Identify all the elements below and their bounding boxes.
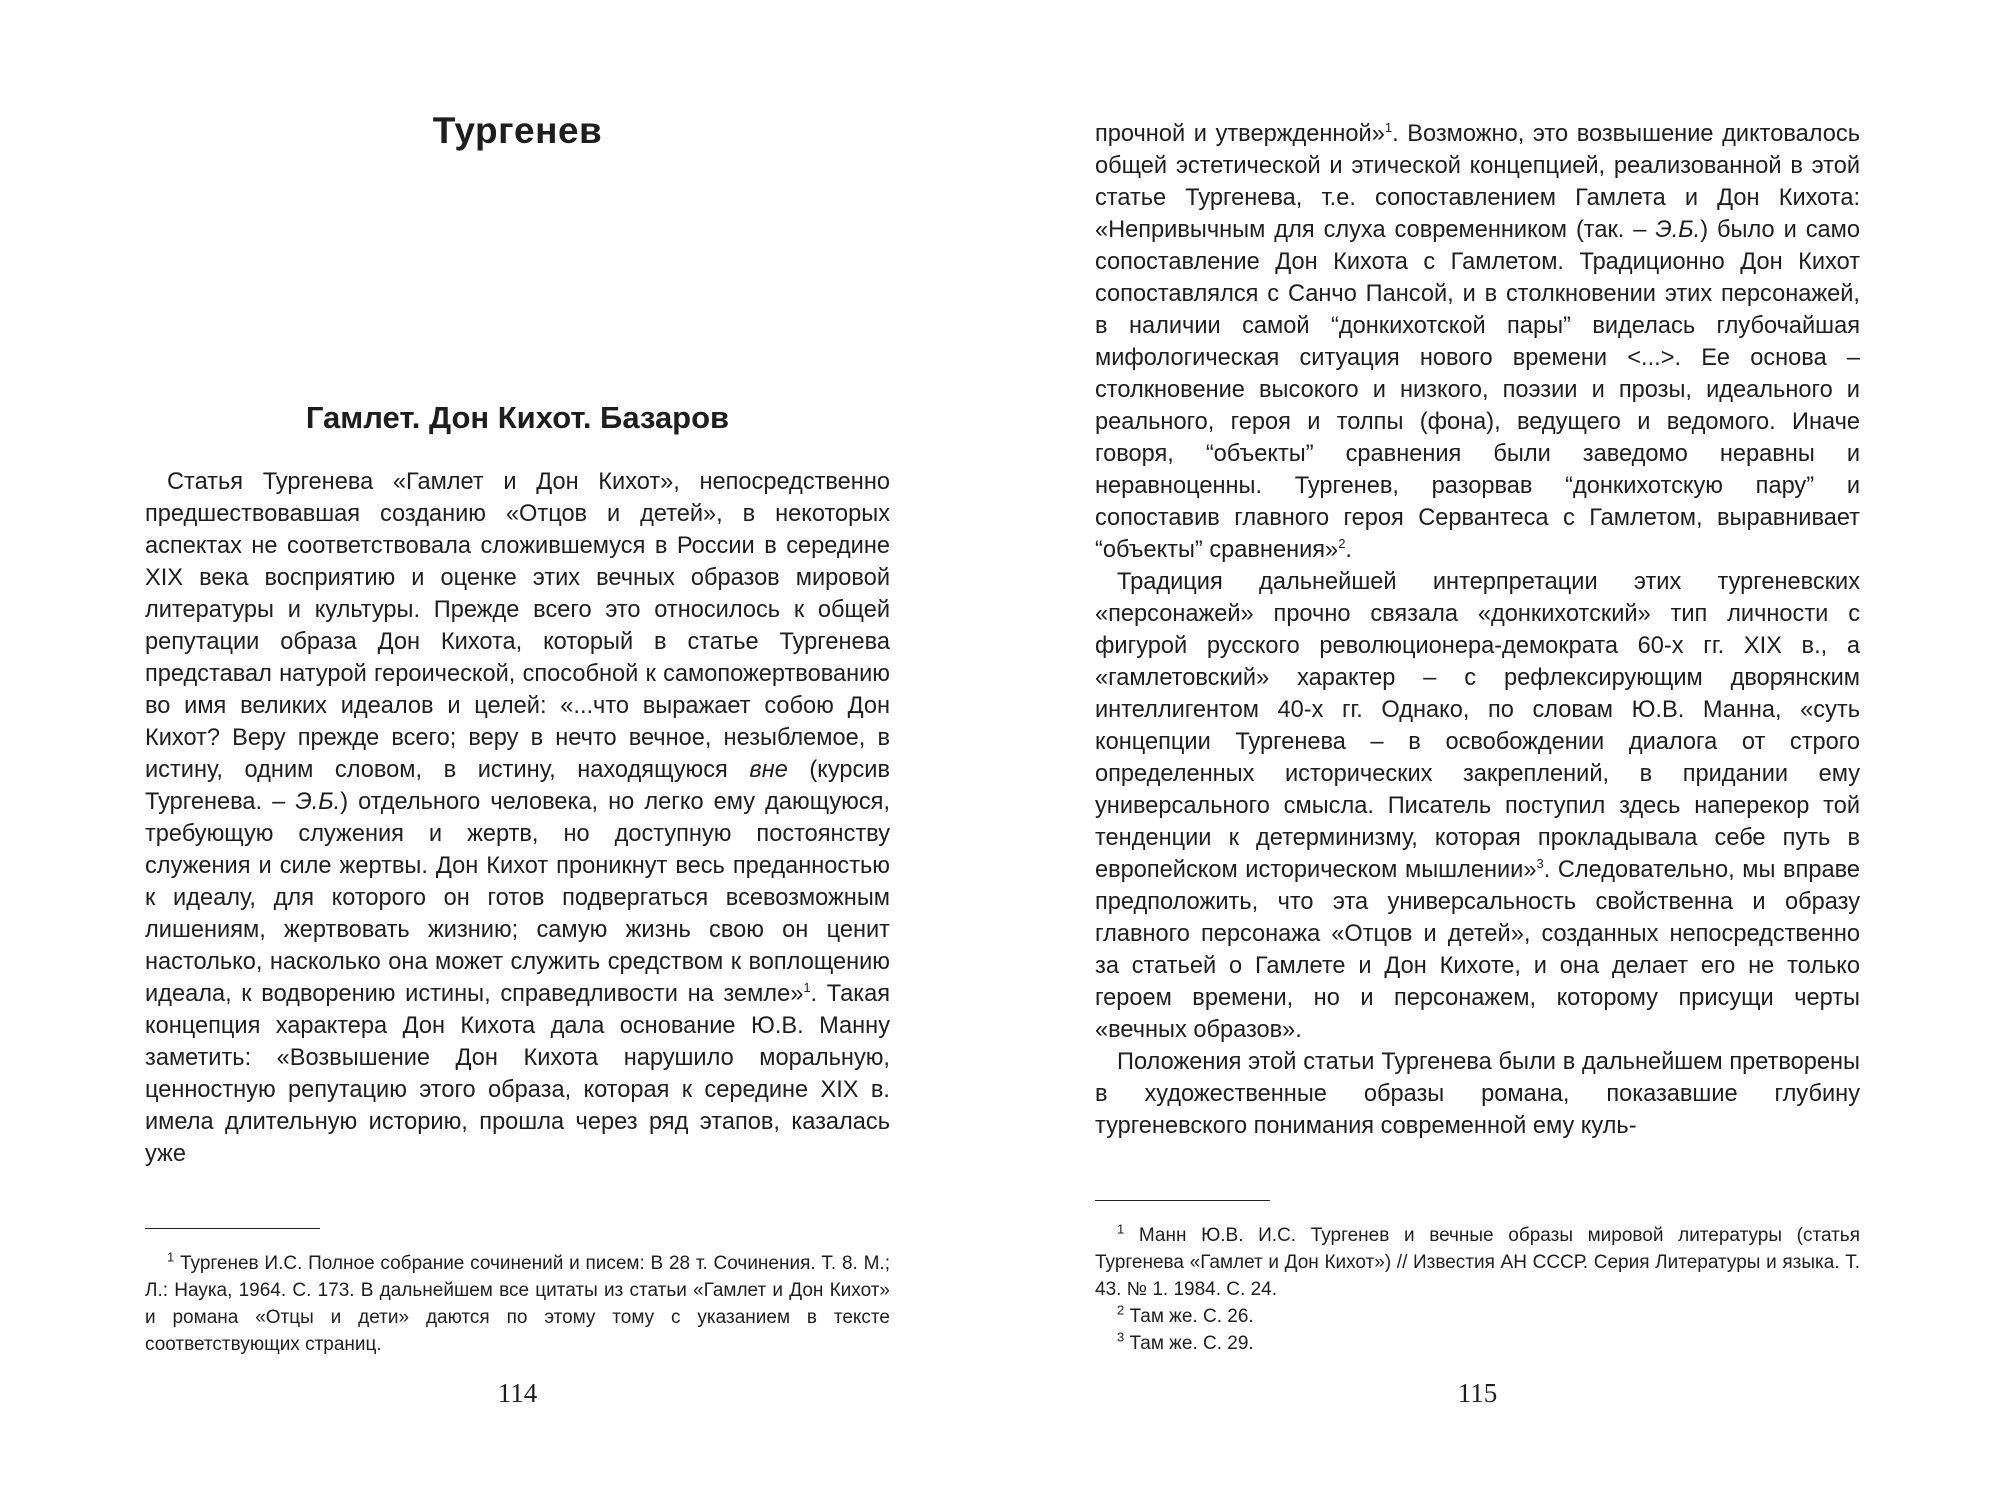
footnote-ref: 1	[803, 980, 811, 996]
page-number: 115	[1457, 1378, 1498, 1408]
footnote	[1095, 1222, 1860, 1303]
text-run: . Такая концепция характера Дон Кихота дала основание Ю.В. Манну заметить: «Возвышение Дон Кихота нарушило моральную, ценностную репутацию этого образа, которая к середине XIX в. имела длительную историю, прошла через ряд этапов, казалась уже	[145, 981, 890, 1167]
page-number: 114	[497, 1378, 538, 1408]
paragraph	[145, 466, 890, 1170]
footnote-ref: 3	[1536, 856, 1544, 872]
left-body-text	[145, 466, 890, 1170]
footnotes	[1095, 1222, 1860, 1357]
footnotes	[145, 1250, 890, 1358]
left-page	[145, 0, 890, 1490]
text-run: Традиция дальнейшей интерпретации этих тургеневских «персонажей» прочно связала «донкихотский» тип личности с фигурой русского революционера-демократа 60-х гг. XIX в., а «гамлетовский» характер – с рефлексирующим дворянским интеллигентом 40-х гг. Однако, по словам Ю.В. Манна, «суть концепции Тургенева – в освобождении диалога от строго определенных исторических закреплений, в придании ему универсального смысла. Писатель поступил здесь наперекор той тенденции к детерминизму, которая прокладывала себе путь в европейском историческом мышлении»	[1095, 569, 1860, 883]
text-run: ) отдельного человека, но легко ему дающуюся, требующую служения и жертв, но доступную постоянству служения и силе жертвы. Дон Кихот проникнут весь преданностью к идеалу, для которого он готов подвергаться всевозможным лишениям, жертвовать жизнию; самую жизнь свою он ценит настолько, насколько она может служить средством к воплощению идеала, к водворению истины, справедливости на земле»	[145, 789, 891, 1007]
right-body-text	[1095, 118, 1860, 1142]
paragraph	[1095, 566, 1860, 1046]
italic-text: вне	[749, 757, 788, 783]
chapter-title: Тургенев	[432, 110, 603, 151]
italic-text: Э.Б.	[1655, 217, 1701, 243]
right-page	[1095, 0, 1860, 1490]
footnote	[145, 1250, 890, 1358]
footnote-divider	[1095, 1200, 1270, 1201]
text-run: . Следовательно, мы вправе предположить, что эта универсальность свойственна и образу главного персонажа «Отцов и детей», созданных непосредственно за статьей о Гамлете и Дон Кихоте, и она делает его не только героем времени, но и персонажем, которому присущи черты «вечных образов».	[1095, 857, 1860, 1043]
footnote-ref: 1	[1384, 120, 1393, 136]
text-run: Статья Тургенева «Гамлет и Дон Кихот», непосредственно предшествовавшая созданию «Отцов и детей», в некоторых аспектах не соответствовала сложившемуся в России в середине XIX века восприятию и оценке этих вечных образов мировой литературы и культуры. Прежде всего это относилось к общей репутации образа Дон Кихота, который в статье Тургенева представал натурой героической, способной к самопожертвованию во имя великих идеалов и целей: «...что выражает собою Дон Кихот? Веру прежде всего; веру в нечто вечное, незыблемое, в истину, одним словом, в истину, находящуюся	[145, 469, 890, 783]
footnote-text: Там же. С. 29.	[1124, 1333, 1254, 1354]
section-title: Гамлет. Дон Кихот. Базаров	[305, 400, 730, 435]
footnote-divider	[145, 1228, 320, 1229]
text-run: ) было и само сопоставление Дон Кихота с Гамлетом. Традиционно Дон Кихот сопоставлялся с Санчо Пансой, и в столкновении этих персонажей, в наличии самой “донкихотской пары” виделась глубочайшая мифологическая ситуация нового времени <...>. Ее основа – столкновение высокого и низкого, поэзии и прозы, идеального и реального, героя и толпы (фона), ведущего и ведомого. Иначе говоря, “объекты” сравнения были заведомо неравны и неравноценны. Тургенев, разорвав “донкихотскую пару” и сопоставив главного героя Сервантеса с Гамлетом, выравнивает “объекты” сравнения»	[1095, 217, 1860, 563]
footnote	[1095, 1303, 1860, 1330]
footnote-mark: 2	[1117, 1302, 1125, 1318]
footnote-text: Манн Ю.В. И.С. Тургенев и вечные образы мировой литературы (статья Тургенева «Гамлет и Дон Кихот») // Известия АН СССР. Серия Литературы и языка. Т. 43. № 1. 1984. С. 24.	[1095, 1225, 1860, 1300]
text-run: (курсив Тургенева. –	[145, 757, 890, 815]
footnote-text: Там же. С. 26.	[1124, 1306, 1254, 1327]
paragraph	[1095, 1046, 1860, 1142]
footnote-mark: 1	[1117, 1221, 1125, 1237]
text-run: Положения этой статьи Тургенева были в дальнейшем претворены в художественные образы романа, показавшие глубину тургеневского понимания современной ему куль-	[1095, 1049, 1860, 1139]
text-run: . Возможно, это возвышение диктовалось общей эстетической и этической концепцией, реализованной в этой статье Тургенева, т.е. сопоставлением Гамлета и Дон Кихота: «Непривычным для слуха современником (так. –	[1095, 121, 1860, 243]
footnote-mark: 3	[1117, 1329, 1125, 1345]
footnote	[1095, 1330, 1860, 1357]
paragraph	[1095, 118, 1860, 566]
footnote-text: Тургенев И.С. Полное собрание сочинений и писем: В 28 т. Сочинения. Т. 8. М.; Л.: Наука, 1964. С. 173. В дальнейшем все цитаты из статьи «Гамлет и Дон Кихот» и романа «Отцы и дети» даются по этому тому с указанием в тексте соответствующих страниц.	[145, 1253, 890, 1355]
italic-text: Э.Б.	[295, 789, 341, 815]
text-run: .	[1345, 537, 1352, 563]
text-run: прочной и утвержденной»	[1095, 121, 1385, 147]
footnote-ref: 2	[1338, 536, 1346, 552]
footnote-mark: 1	[167, 1249, 175, 1265]
